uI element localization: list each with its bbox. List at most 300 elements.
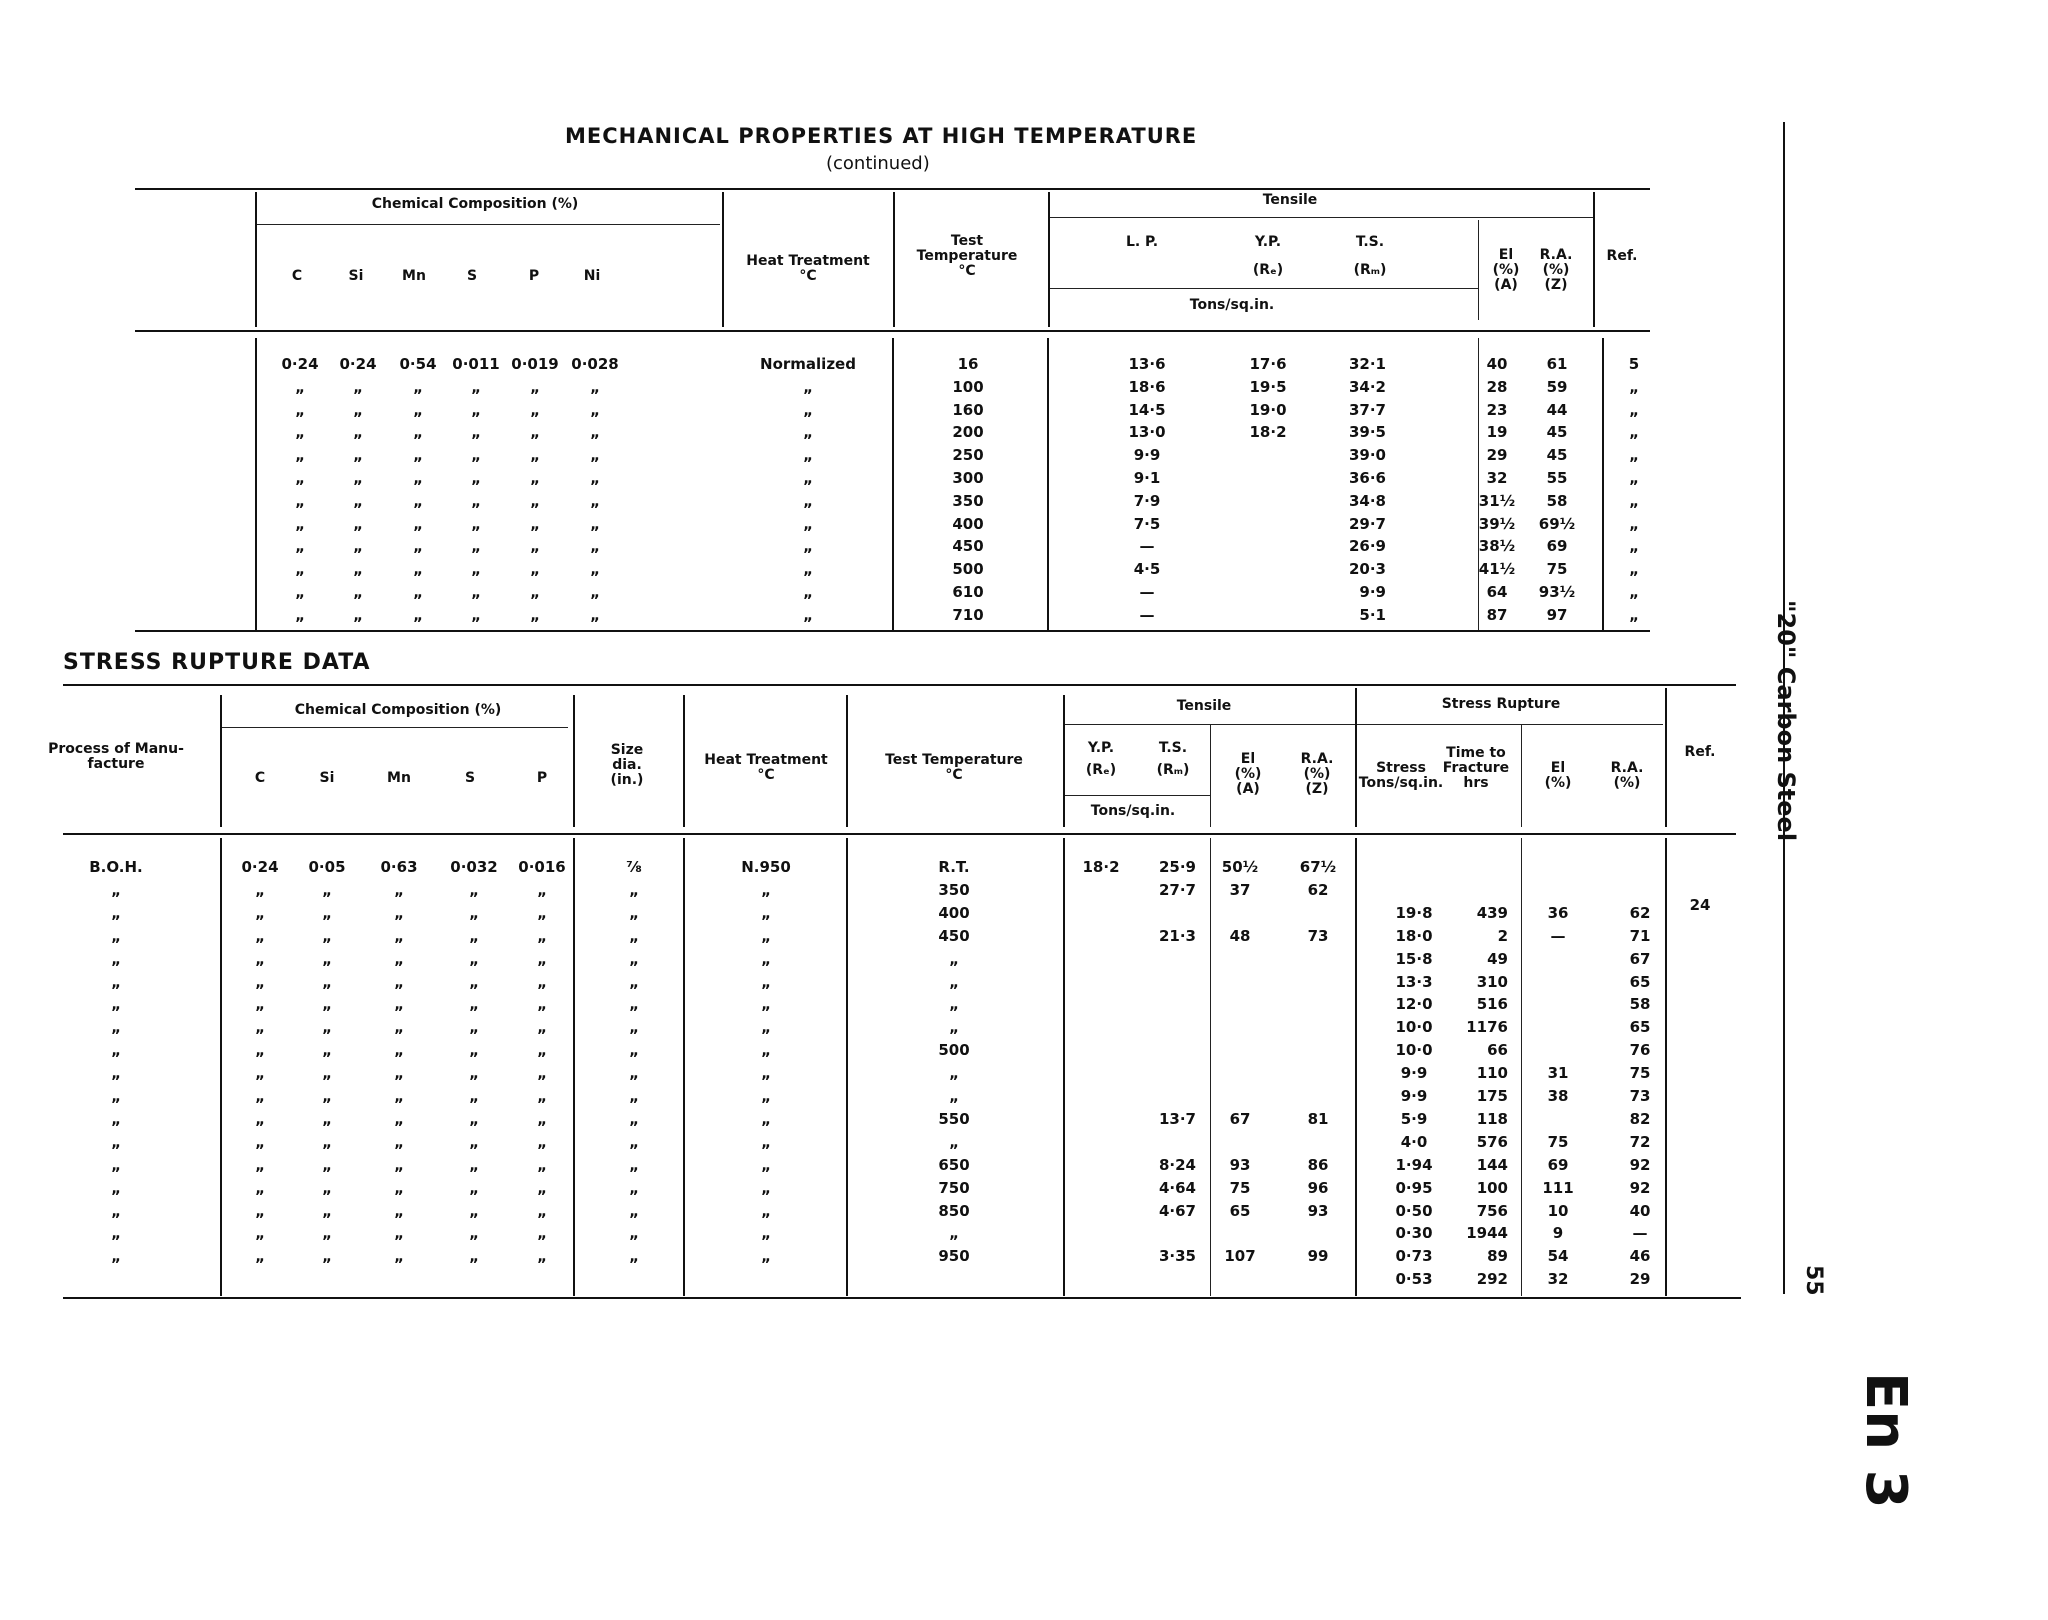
stress-cell-c: „ bbox=[255, 972, 265, 991]
mech-cell-temp: 100 bbox=[952, 377, 984, 396]
stress-cell-stress: 18·0 bbox=[1395, 926, 1433, 945]
mech-header-s: S bbox=[466, 268, 478, 284]
stress-cell-ht: „ bbox=[761, 1018, 771, 1037]
mech-header-ts-symbol: (Rₘ) bbox=[1353, 262, 1387, 278]
mech-cell-mn: „ bbox=[413, 377, 423, 396]
stress-cell-time: 118 bbox=[1476, 1109, 1508, 1128]
stress-cell-ht: „ bbox=[761, 995, 771, 1014]
mech-cell-si: „ bbox=[353, 400, 363, 419]
stress-cell-mn: „ bbox=[394, 1064, 404, 1083]
stress-header-size: Size dia. (in.) bbox=[610, 742, 644, 788]
mech-cell-s: „ bbox=[471, 423, 481, 442]
stress-cell-stress: 19·8 bbox=[1395, 903, 1433, 922]
stress-cell-el: 48 bbox=[1229, 926, 1251, 945]
stress-cell-temp: „ bbox=[949, 995, 959, 1014]
stress-cell-si: „ bbox=[322, 1018, 332, 1037]
mech-cell-p: „ bbox=[530, 423, 540, 442]
stress-cell-s: „ bbox=[469, 1018, 479, 1037]
stress-cell-s: „ bbox=[469, 1064, 479, 1083]
stress-cell-p: „ bbox=[537, 1247, 547, 1266]
mech-cell-p: „ bbox=[530, 605, 540, 624]
stress-header-rupture: Stress Rupture bbox=[1441, 696, 1561, 712]
stress-cell-p: „ bbox=[537, 1132, 547, 1151]
mech-cell-p: „ bbox=[530, 514, 540, 533]
mech-cell-mn: „ bbox=[413, 605, 423, 624]
stress-cell-proc: B.O.H. bbox=[89, 858, 143, 876]
mech-cell-c: „ bbox=[295, 560, 305, 579]
page-number: 55 bbox=[1801, 1265, 1826, 1296]
mech-cell-ht: „ bbox=[803, 469, 813, 487]
stress-cell-si: „ bbox=[322, 972, 332, 991]
mech-cell-mn: „ bbox=[413, 560, 423, 579]
stress-cell-size: „ bbox=[629, 1247, 639, 1266]
stress-cell-c: „ bbox=[255, 1132, 265, 1151]
stress-cell-p: „ bbox=[537, 926, 547, 945]
stress-cell-rra: 65 bbox=[1629, 1018, 1651, 1037]
stress-cell-s: „ bbox=[469, 926, 479, 945]
stress-cell-rel: 9 bbox=[1552, 1224, 1564, 1243]
stress-cell-size: „ bbox=[629, 1087, 639, 1105]
stress-cell-si: „ bbox=[322, 1247, 332, 1266]
stress-cell-p: „ bbox=[537, 1155, 547, 1174]
stress-cell-mn: „ bbox=[394, 1247, 404, 1266]
stress-cell-ht: „ bbox=[761, 926, 771, 945]
mech-cell-temp: 200 bbox=[952, 423, 984, 442]
stress-cell-size: „ bbox=[629, 880, 639, 899]
stress-cell-si: „ bbox=[322, 949, 332, 968]
stress-cell-c: „ bbox=[255, 1087, 265, 1105]
mech-cell-ra: 75 bbox=[1546, 560, 1568, 579]
mech-header-mn: Mn bbox=[402, 268, 426, 284]
stress-cell-temp: 500 bbox=[938, 1041, 970, 1060]
mech-cell-si: „ bbox=[353, 605, 363, 624]
stress-cell-ra: 93 bbox=[1307, 1201, 1329, 1220]
stress-cell-rel: 69 bbox=[1547, 1155, 1569, 1174]
stress-cell-time: 144 bbox=[1476, 1155, 1508, 1174]
stress-cell-yp: 18·2 bbox=[1082, 858, 1120, 876]
mech-cell-c: „ bbox=[295, 469, 305, 487]
stress-cell-proc: „ bbox=[111, 1132, 121, 1151]
mech-cell-yp: 19·0 bbox=[1249, 400, 1287, 419]
stress-header-test: Test Temperature °C bbox=[885, 752, 1023, 783]
mech-cell-ra: 59 bbox=[1546, 377, 1568, 396]
stress-cell-s: „ bbox=[469, 1109, 479, 1128]
mech-cell-c: „ bbox=[295, 514, 305, 533]
stress-cell-ra: 96 bbox=[1307, 1178, 1329, 1197]
stress-cell-si: „ bbox=[322, 1224, 332, 1243]
mech-cell-c: „ bbox=[295, 605, 305, 624]
stress-cell-ht: „ bbox=[761, 972, 771, 991]
stress-cell-temp: „ bbox=[949, 1064, 959, 1083]
stress-cell-stress: 10·0 bbox=[1395, 1041, 1433, 1060]
stress-cell-ra: 86 bbox=[1307, 1155, 1329, 1174]
mech-cell-c: „ bbox=[295, 377, 305, 396]
mech-cell-si: 0·24 bbox=[339, 355, 377, 373]
stress-cell-s: „ bbox=[469, 880, 479, 899]
mech-cell-ts: 36·6 bbox=[1348, 469, 1386, 487]
stress-cell-s: „ bbox=[469, 903, 479, 922]
mech-header-heat: Heat Treatment °C bbox=[746, 253, 870, 284]
stress-cell-si: „ bbox=[322, 926, 332, 945]
stress-cell-rel: 111 bbox=[1542, 1178, 1574, 1197]
mech-cell-ra: 97 bbox=[1546, 605, 1568, 624]
mech-cell-ts: 26·9 bbox=[1348, 537, 1386, 556]
stress-cell-size: „ bbox=[629, 926, 639, 945]
mech-cell-el: 40 bbox=[1486, 355, 1508, 373]
stress-cell-rra: 58 bbox=[1629, 995, 1651, 1014]
stress-cell-time: 292 bbox=[1476, 1270, 1508, 1289]
stress-title: STRESS RUPTURE DATA bbox=[63, 650, 371, 675]
mech-header-ts: T.S. bbox=[1355, 234, 1385, 250]
stress-cell-mn: „ bbox=[394, 1155, 404, 1174]
mech-cell-ht: „ bbox=[803, 583, 813, 601]
stress-cell-s: „ bbox=[469, 949, 479, 968]
steel-code: En 3 bbox=[1853, 1372, 1918, 1509]
stress-cell-rra: 67 bbox=[1629, 949, 1651, 968]
stress-cell-s: „ bbox=[469, 1224, 479, 1243]
mech-cell-temp: 400 bbox=[952, 514, 984, 533]
mech-cell-ni: „ bbox=[590, 583, 600, 601]
mech-cell-p: „ bbox=[530, 560, 540, 579]
stress-cell-proc: „ bbox=[111, 880, 121, 899]
stress-cell-proc: „ bbox=[111, 903, 121, 922]
mech-cell-lp: — bbox=[1139, 583, 1155, 601]
stress-cell-stress: 0·53 bbox=[1395, 1270, 1433, 1289]
mech-cell-ni: „ bbox=[590, 469, 600, 487]
mech-cell-lp: 13·0 bbox=[1128, 423, 1166, 442]
stress-cell-si: „ bbox=[322, 1178, 332, 1197]
mech-cell-ra: 69 bbox=[1546, 537, 1568, 556]
mech-cell-mn: „ bbox=[413, 469, 423, 487]
mech-cell-lp: 7·5 bbox=[1133, 514, 1161, 533]
stress-cell-size: „ bbox=[629, 1201, 639, 1220]
mech-header-units: Tons/sq.in. bbox=[1189, 297, 1275, 313]
mech-cell-ts: 9·9 bbox=[1359, 583, 1386, 601]
stress-header-ra: R.A. (%) (Z) bbox=[1300, 751, 1334, 797]
stress-cell-mn: „ bbox=[394, 972, 404, 991]
stress-cell-si: „ bbox=[322, 1041, 332, 1060]
stress-cell-ts: 21·3 bbox=[1158, 926, 1196, 945]
mech-cell-s: „ bbox=[471, 400, 481, 419]
stress-cell-ra: 99 bbox=[1307, 1247, 1329, 1266]
mech-cell-ref: „ bbox=[1629, 400, 1639, 419]
mech-cell-el: 31½ bbox=[1478, 491, 1516, 510]
mech-cell-ref: „ bbox=[1629, 605, 1639, 624]
mech-cell-ni: „ bbox=[590, 514, 600, 533]
stress-header-yp-symbol: (Rₑ) bbox=[1085, 762, 1117, 778]
stress-cell-proc: „ bbox=[111, 1109, 121, 1128]
mech-subtitle: (continued) bbox=[826, 153, 930, 174]
stress-header-ts-symbol: (Rₘ) bbox=[1156, 762, 1190, 778]
mech-cell-si: „ bbox=[353, 491, 363, 510]
mech-cell-si: „ bbox=[353, 469, 363, 487]
stress-header-el: El (%) (A) bbox=[1234, 751, 1262, 797]
stress-cell-mn: „ bbox=[394, 880, 404, 899]
mech-cell-c: „ bbox=[295, 537, 305, 556]
mech-header-ni: Ni bbox=[583, 268, 601, 284]
stress-cell-p: 0·016 bbox=[518, 858, 566, 876]
mech-header-yp: Y.P. bbox=[1254, 234, 1282, 250]
stress-cell-ht: „ bbox=[761, 1109, 771, 1128]
stress-cell-proc: „ bbox=[111, 926, 121, 945]
mech-cell-mn: 0·54 bbox=[399, 355, 437, 373]
stress-cell-si: „ bbox=[322, 1087, 332, 1105]
mech-cell-ref: „ bbox=[1629, 469, 1639, 487]
mech-cell-lp: 13·6 bbox=[1128, 355, 1166, 373]
mech-cell-c: „ bbox=[295, 491, 305, 510]
mech-cell-c: „ bbox=[295, 446, 305, 465]
stress-cell-rel: 75 bbox=[1547, 1132, 1569, 1151]
stress-cell-temp: „ bbox=[949, 1224, 959, 1243]
mech-cell-ts: 29·7 bbox=[1348, 514, 1386, 533]
stress-cell-p: „ bbox=[537, 1224, 547, 1243]
stress-cell-s: „ bbox=[469, 1178, 479, 1197]
stress-cell-ts: 3·35 bbox=[1158, 1247, 1196, 1266]
mech-cell-ts: 5·1 bbox=[1359, 605, 1386, 624]
stress-cell-time: 1944 bbox=[1466, 1224, 1508, 1243]
mech-cell-ref: 5 bbox=[1628, 355, 1640, 373]
stress-cell-proc: „ bbox=[111, 1201, 121, 1220]
stress-cell-rel: 54 bbox=[1547, 1247, 1569, 1266]
mech-header-p: P bbox=[528, 268, 540, 284]
stress-cell-rra: — bbox=[1632, 1224, 1648, 1243]
mech-cell-el: 38½ bbox=[1478, 537, 1516, 556]
mech-header-c: C bbox=[291, 268, 303, 284]
stress-header-time: Time to Fracture hrs bbox=[1442, 745, 1510, 791]
mech-cell-ref: „ bbox=[1629, 583, 1639, 601]
mech-cell-temp: 450 bbox=[952, 537, 984, 556]
stress-cell-size: „ bbox=[629, 1155, 639, 1174]
stress-cell-p: „ bbox=[537, 1018, 547, 1037]
mech-cell-s: „ bbox=[471, 583, 481, 601]
stress-cell-p: „ bbox=[537, 1041, 547, 1060]
stress-cell-c: „ bbox=[255, 1041, 265, 1060]
stress-header-ts: T.S. bbox=[1158, 740, 1188, 756]
stress-cell-time: 439 bbox=[1476, 903, 1508, 922]
stress-cell-size: „ bbox=[629, 1178, 639, 1197]
stress-cell-el: 107 bbox=[1224, 1247, 1256, 1266]
mech-cell-ht: „ bbox=[803, 560, 813, 579]
stress-cell-ht: „ bbox=[761, 880, 771, 899]
mech-cell-ref: „ bbox=[1629, 423, 1639, 442]
stress-cell-mn: „ bbox=[394, 1178, 404, 1197]
stress-cell-rra: 82 bbox=[1629, 1109, 1651, 1128]
stress-cell-ht: „ bbox=[761, 1064, 771, 1083]
stress-cell-size: „ bbox=[629, 1018, 639, 1037]
mech-cell-ra: 55 bbox=[1546, 469, 1568, 487]
stress-cell-proc: „ bbox=[111, 1224, 121, 1243]
stress-cell-ts: 13·7 bbox=[1158, 1109, 1196, 1128]
stress-cell-si: „ bbox=[322, 1132, 332, 1151]
mech-cell-el: 41½ bbox=[1478, 560, 1516, 579]
stress-cell-c: „ bbox=[255, 1178, 265, 1197]
mech-cell-si: „ bbox=[353, 514, 363, 533]
stress-header-si: Si bbox=[319, 770, 335, 786]
stress-cell-ra: 81 bbox=[1307, 1109, 1329, 1128]
stress-header-s: S bbox=[464, 770, 476, 786]
stress-cell-s: „ bbox=[469, 1087, 479, 1105]
mech-cell-temp: 160 bbox=[952, 400, 984, 419]
stress-header-heat: Heat Treatment °C bbox=[704, 752, 828, 783]
mech-cell-s: „ bbox=[471, 491, 481, 510]
mech-cell-s: „ bbox=[471, 514, 481, 533]
stress-cell-temp: „ bbox=[949, 1087, 959, 1105]
mech-cell-ht: „ bbox=[803, 491, 813, 510]
stress-header-tensile: Tensile bbox=[1176, 698, 1232, 714]
mech-cell-temp: 350 bbox=[952, 491, 984, 510]
stress-cell-size: „ bbox=[629, 1109, 639, 1128]
stress-cell-proc: „ bbox=[111, 1247, 121, 1266]
mech-cell-lp: 9·9 bbox=[1133, 446, 1161, 465]
stress-cell-ht: „ bbox=[761, 1247, 771, 1266]
mech-cell-lp: — bbox=[1139, 537, 1155, 556]
stress-ref-value: 24 bbox=[1689, 896, 1711, 914]
stress-cell-ht: „ bbox=[761, 1178, 771, 1197]
mech-header-chem: Chemical Composition (%) bbox=[371, 196, 579, 212]
mech-cell-p: 0·019 bbox=[511, 355, 559, 373]
mech-header-tensile: Tensile bbox=[1262, 192, 1318, 208]
mech-cell-el: 32 bbox=[1486, 469, 1508, 487]
mech-cell-ra: 45 bbox=[1546, 446, 1568, 465]
mech-cell-ni: „ bbox=[590, 400, 600, 419]
stress-cell-s: „ bbox=[469, 972, 479, 991]
stress-cell-size: „ bbox=[629, 1132, 639, 1151]
stress-cell-el: 93 bbox=[1229, 1155, 1251, 1174]
mech-cell-ni: „ bbox=[590, 605, 600, 624]
stress-cell-si: „ bbox=[322, 1201, 332, 1220]
stress-cell-c: „ bbox=[255, 1155, 265, 1174]
mech-cell-c: 0·24 bbox=[281, 355, 319, 373]
mech-cell-ts: 39·5 bbox=[1348, 423, 1386, 442]
stress-cell-p: „ bbox=[537, 972, 547, 991]
stress-cell-c: „ bbox=[255, 903, 265, 922]
mech-cell-ra: 93½ bbox=[1538, 583, 1576, 601]
stress-cell-temp: „ bbox=[949, 1132, 959, 1151]
mech-cell-el: 64 bbox=[1486, 583, 1508, 601]
mech-cell-ts: 32·1 bbox=[1348, 355, 1386, 373]
mech-cell-ni: „ bbox=[590, 446, 600, 465]
stress-cell-ht: „ bbox=[761, 1224, 771, 1243]
stress-cell-proc: „ bbox=[111, 1018, 121, 1037]
mech-cell-el: 23 bbox=[1486, 400, 1508, 419]
stress-cell-mn: „ bbox=[394, 903, 404, 922]
mech-cell-c: „ bbox=[295, 400, 305, 419]
mech-cell-el: 28 bbox=[1486, 377, 1508, 396]
stress-header-units: Tons/sq.in. bbox=[1090, 803, 1176, 819]
mech-cell-el: 29 bbox=[1486, 446, 1508, 465]
stress-header-mn: Mn bbox=[387, 770, 411, 786]
mech-cell-ts: 37·7 bbox=[1348, 400, 1386, 419]
stress-cell-rra: 73 bbox=[1629, 1087, 1651, 1105]
mech-cell-ht: „ bbox=[803, 446, 813, 465]
stress-cell-el: 50½ bbox=[1221, 858, 1259, 876]
stress-cell-p: „ bbox=[537, 1087, 547, 1105]
stress-cell-proc: „ bbox=[111, 1155, 121, 1174]
mech-cell-ni: „ bbox=[590, 377, 600, 396]
stress-cell-time: 516 bbox=[1476, 995, 1508, 1014]
mech-cell-si: „ bbox=[353, 560, 363, 579]
stress-cell-proc: „ bbox=[111, 1087, 121, 1105]
mech-header-yp-symbol: (Rₑ) bbox=[1252, 262, 1284, 278]
stress-cell-proc: „ bbox=[111, 949, 121, 968]
stress-cell-size: „ bbox=[629, 995, 639, 1014]
mech-cell-temp: 710 bbox=[952, 605, 984, 624]
stress-cell-time: 89 bbox=[1487, 1247, 1508, 1266]
stress-cell-rra: 92 bbox=[1629, 1155, 1651, 1174]
stress-cell-rel: — bbox=[1550, 926, 1566, 945]
stress-cell-rra: 62 bbox=[1629, 903, 1651, 922]
stress-cell-stress: 13·3 bbox=[1395, 972, 1433, 991]
stress-cell-stress: 9·9 bbox=[1400, 1064, 1428, 1083]
stress-cell-c: 0·24 bbox=[241, 858, 279, 876]
mech-cell-lp: 9·1 bbox=[1133, 469, 1161, 487]
mech-cell-s: „ bbox=[471, 469, 481, 487]
stress-cell-mn: „ bbox=[394, 1041, 404, 1060]
mech-cell-lp: 18·6 bbox=[1128, 377, 1166, 396]
stress-cell-mn: „ bbox=[394, 926, 404, 945]
mech-cell-s: „ bbox=[471, 446, 481, 465]
mech-cell-mn: „ bbox=[413, 446, 423, 465]
stress-cell-time: 110 bbox=[1476, 1064, 1508, 1083]
stress-cell-temp: 350 bbox=[938, 880, 970, 899]
stress-cell-p: „ bbox=[537, 949, 547, 968]
mech-cell-ts: 34·2 bbox=[1348, 377, 1386, 396]
stress-cell-stress: 0·50 bbox=[1395, 1201, 1433, 1220]
stress-cell-stress: 4·0 bbox=[1400, 1132, 1428, 1151]
stress-cell-ra: 73 bbox=[1307, 926, 1329, 945]
stress-cell-rel: 32 bbox=[1547, 1270, 1569, 1289]
stress-cell-ts: 4·67 bbox=[1158, 1201, 1196, 1220]
stress-cell-temp: „ bbox=[949, 1018, 959, 1037]
stress-cell-rra: 92 bbox=[1629, 1178, 1651, 1197]
mech-cell-temp: 500 bbox=[952, 560, 984, 579]
mech-cell-ts: 34·8 bbox=[1348, 491, 1386, 510]
stress-cell-time: 310 bbox=[1476, 972, 1508, 991]
mech-cell-temp: 16 bbox=[957, 355, 979, 373]
mech-cell-ni: „ bbox=[590, 560, 600, 579]
mech-cell-ni: 0·028 bbox=[571, 355, 619, 373]
stress-cell-ht: „ bbox=[761, 1155, 771, 1174]
stress-cell-size: „ bbox=[629, 972, 639, 991]
mech-cell-temp: 250 bbox=[952, 446, 984, 465]
stress-cell-proc: „ bbox=[111, 1064, 121, 1083]
mech-cell-p: „ bbox=[530, 469, 540, 487]
mech-cell-ni: „ bbox=[590, 491, 600, 510]
stress-cell-temp: „ bbox=[949, 949, 959, 968]
stress-cell-proc: „ bbox=[111, 995, 121, 1014]
stress-cell-si: „ bbox=[322, 1064, 332, 1083]
mech-cell-p: „ bbox=[530, 377, 540, 396]
stress-cell-proc: „ bbox=[111, 1041, 121, 1060]
mech-cell-lp: 4·5 bbox=[1133, 560, 1161, 579]
stress-cell-ht: „ bbox=[761, 949, 771, 968]
stress-cell-si: „ bbox=[322, 1109, 332, 1128]
stress-cell-temp: 650 bbox=[938, 1155, 970, 1174]
stress-header-el-rupture: El (%) bbox=[1544, 760, 1572, 791]
mech-cell-s: „ bbox=[471, 377, 481, 396]
stress-cell-ra: 62 bbox=[1307, 880, 1329, 899]
mech-cell-ht: „ bbox=[803, 514, 813, 533]
stress-cell-ht: „ bbox=[761, 1041, 771, 1060]
mech-cell-el: 39½ bbox=[1478, 514, 1516, 533]
stress-cell-rel: 36 bbox=[1547, 903, 1569, 922]
mech-cell-ref: „ bbox=[1629, 491, 1639, 510]
stress-cell-el: 67 bbox=[1229, 1109, 1251, 1128]
mech-cell-si: „ bbox=[353, 583, 363, 601]
stress-cell-rel: 31 bbox=[1547, 1064, 1569, 1083]
mech-header-el: El (%) (A) bbox=[1492, 247, 1520, 293]
mech-cell-yp: 19·5 bbox=[1249, 377, 1287, 396]
